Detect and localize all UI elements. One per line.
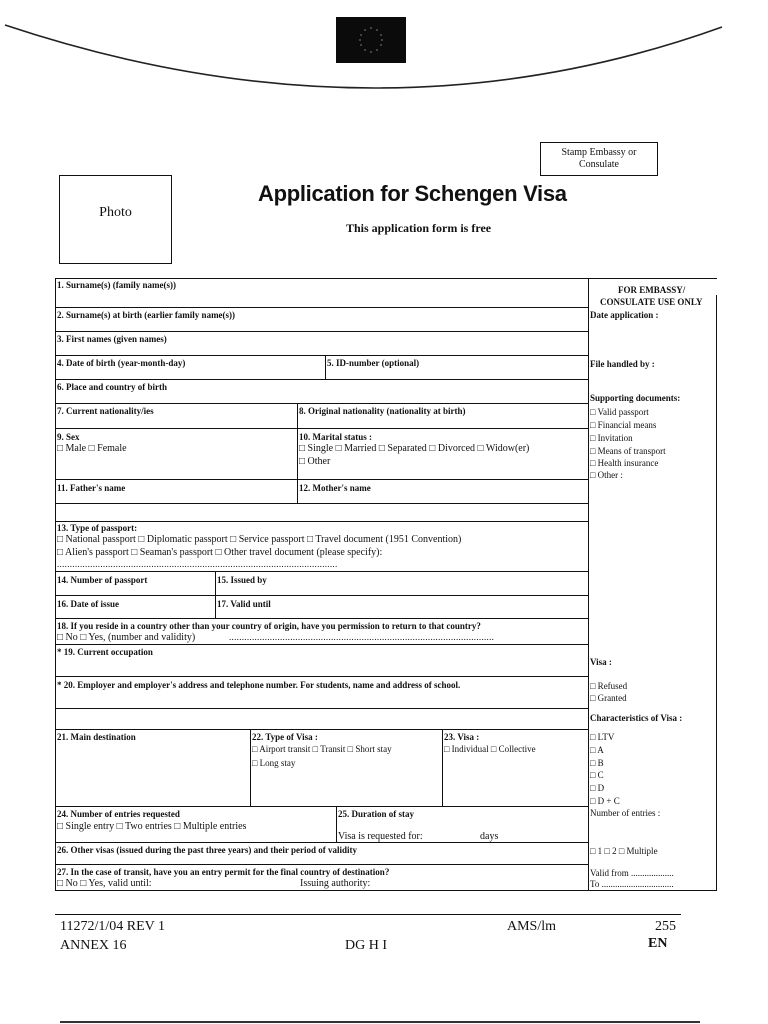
author-initials: AMS/lm xyxy=(507,919,557,934)
field-duration-of-stay: 25. Duration of stay xyxy=(338,809,414,819)
photo-box: Photo xyxy=(59,175,172,264)
entries-options[interactable]: □ Single entry □ Two entries □ Multiple entries xyxy=(57,821,247,832)
field-sex: 9. Sex xyxy=(57,432,80,442)
marital-other-option[interactable]: □ Other xyxy=(299,456,331,467)
field-place-of-birth[interactable]: 6. Place and country of birth xyxy=(57,382,167,392)
field-employer[interactable]: * 20. Employer and employer's address and telephone number. For students, name and address of school. xyxy=(57,680,461,690)
supporting-docs-label: Supporting documents: xyxy=(590,393,681,403)
annex-label: ANNEX 16 xyxy=(60,938,127,950)
char-d-c[interactable]: □ D + C xyxy=(590,796,620,806)
field-passport-number[interactable]: 14. Number of passport xyxy=(57,575,148,585)
visa-label: Visa : xyxy=(590,657,612,667)
char-a[interactable]: □ A xyxy=(590,745,604,755)
char-ltv[interactable]: □ LTV xyxy=(590,732,615,742)
stamp-box: Stamp Embassy or Consulate xyxy=(540,142,658,176)
visa-type-long-stay[interactable]: □ Long stay xyxy=(252,758,296,768)
field-first-names[interactable]: 3. First names (given names) xyxy=(57,334,167,344)
char-c[interactable]: □ C xyxy=(590,770,604,780)
residence-options[interactable]: □ No □ Yes, (number and validity) xyxy=(57,632,196,643)
field-number-of-entries: 24. Number of entries requested xyxy=(57,809,180,819)
residence-number-line[interactable]: ........................................................................................................ xyxy=(229,632,495,642)
file-handled-label[interactable]: File handled by : xyxy=(590,359,655,369)
passport-type-options-2[interactable]: □ Alien's passport □ Seaman's passport □ Other travel document (please specify): xyxy=(57,547,383,558)
visa-individual-options[interactable]: □ Individual □ Collective xyxy=(444,744,536,754)
number-of-entries-label[interactable]: Number of entries : xyxy=(590,808,661,818)
passport-type-options[interactable]: □ National passport □ Diplomatic passport □ Service passport □ Travel document (1951 Convention) xyxy=(57,534,462,545)
field-transit-permit: 27. In the case of transit, have you an entry permit for the final country of destination? xyxy=(57,867,390,877)
page-title: Application for Schengen Visa xyxy=(258,181,567,206)
passport-specify-line[interactable]: .............................................................................................................. xyxy=(57,559,338,569)
document-reference: 11272/1/04 REV 1 xyxy=(60,919,166,934)
doc-financial-means[interactable]: □ Financial means xyxy=(590,420,657,430)
valid-from-field[interactable]: Valid from ................... xyxy=(590,868,674,878)
doc-invitation[interactable]: □ Invitation xyxy=(590,433,633,443)
field-passport-type: 13. Type of passport: xyxy=(57,523,138,533)
visa-type-options[interactable]: □ Airport transit □ Transit □ Short stay xyxy=(252,744,392,754)
directorate-label: DG H I xyxy=(345,938,387,950)
footer-rule xyxy=(55,914,681,915)
field-marital-status: 10. Marital status : xyxy=(299,432,372,442)
visa-refused[interactable]: □ Refused xyxy=(590,681,628,691)
field-mothers-name[interactable]: 12. Mother's name xyxy=(299,483,371,493)
date-application-label[interactable]: Date application : xyxy=(590,310,659,320)
char-b[interactable]: □ B xyxy=(590,758,604,768)
eu-flag-logo xyxy=(336,17,406,63)
scan-edge-line xyxy=(60,1021,700,1023)
field-issued-by[interactable]: 15. Issued by xyxy=(217,575,267,585)
characteristics-label: Characteristics of Visa : xyxy=(590,713,683,723)
doc-other[interactable]: □ Other : xyxy=(590,470,623,480)
field-type-of-visa: 22. Type of Visa : xyxy=(252,732,318,742)
doc-means-of-transport[interactable]: □ Means of transport xyxy=(590,446,666,456)
field-valid-until[interactable]: 17. Valid until xyxy=(217,599,271,609)
field-visa: 23. Visa : xyxy=(444,732,480,742)
field-main-destination[interactable]: 21. Main destination xyxy=(57,732,136,742)
page-number: 255 xyxy=(655,919,676,934)
field-residence-permission: 18. If you reside in a country other than your country of origin, have you permission to return to that country? xyxy=(57,621,481,631)
sidebar-heading-1: FOR EMBASSY/ xyxy=(618,285,686,295)
sex-options[interactable]: □ Male □ Female xyxy=(57,443,127,454)
transit-issuing-authority[interactable]: Issuing authority: xyxy=(300,878,371,889)
duration-requested[interactable]: Visa is requested for: xyxy=(338,831,423,842)
duration-days: days xyxy=(480,831,499,842)
language-code: EN xyxy=(648,936,668,950)
valid-to-field[interactable]: To ................................ xyxy=(590,879,674,889)
doc-health-insurance[interactable]: □ Health insurance xyxy=(590,458,659,468)
visa-granted[interactable]: □ Granted xyxy=(590,693,627,703)
entries-count-options[interactable]: □ 1 □ 2 □ Multiple xyxy=(590,846,658,856)
field-surname[interactable]: 1. Surname(s) (family name(s)) xyxy=(57,280,176,290)
field-current-occupation[interactable]: * 19. Current occupation xyxy=(57,647,153,657)
field-date-of-issue[interactable]: 16. Date of issue xyxy=(57,599,119,609)
field-current-nationality[interactable]: 7. Current nationality/ies xyxy=(57,406,154,416)
char-d[interactable]: □ D xyxy=(590,783,605,793)
field-fathers-name[interactable]: 11. Father's name xyxy=(57,483,126,493)
field-original-nationality[interactable]: 8. Original nationality (nationality at birth) xyxy=(299,406,466,416)
transit-options[interactable]: □ No □ Yes, valid until: xyxy=(57,878,152,889)
field-id-number[interactable]: 5. ID-number (optional) xyxy=(327,358,420,368)
sidebar-heading-2: CONSULATE USE ONLY xyxy=(600,297,703,307)
doc-valid-passport[interactable]: □ Valid passport xyxy=(590,407,649,417)
marital-options[interactable]: □ Single □ Married □ Separated □ Divorced □ Widow(er) xyxy=(299,443,530,454)
eu-stars-icon xyxy=(336,17,406,63)
field-other-visas[interactable]: 26. Other visas (issued during the past three years) and their period of validity xyxy=(57,845,358,855)
field-date-of-birth[interactable]: 4. Date of birth (year-month-day) xyxy=(57,358,186,368)
field-surname-at-birth[interactable]: 2. Surname(s) at birth (earlier family name(s)) xyxy=(57,310,236,320)
page-subtitle: This application form is free xyxy=(346,221,492,235)
